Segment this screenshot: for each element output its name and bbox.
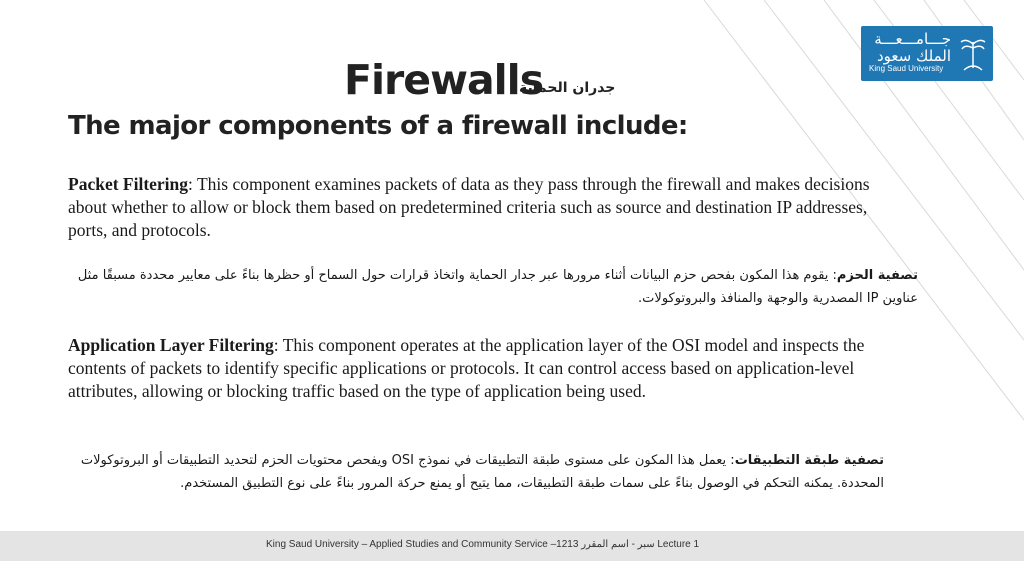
slide-title: Firewalls <box>344 56 544 104</box>
packet-filtering-term: Packet Filtering <box>68 174 189 194</box>
university-logo <box>861 26 993 81</box>
application-filtering-arabic-paragraph <box>54 449 884 495</box>
application-filtering-arabic-text: : يعمل هذا المكون على مستوى طبقة التطبيقات في نموذج OSI ويفحص محتويات الحزم لتحديد التطبيقات أو البروتوكولات المحددة. يمكنه التحكم في الوصول بناءً على سمات طبقة التطبيقات، مما يتيح أو يمنع حركة المرور بناءً على نوع التطبيق المستخدم. <box>80 453 884 491</box>
palm-emblem-icon <box>958 32 988 74</box>
logo-arabic-text: جـــامـــعـــة الملك سعود <box>874 30 951 65</box>
logo-english-text: King Saud University <box>869 64 944 73</box>
slide-subtitle: The major components of a firewall include: <box>68 111 688 141</box>
packet-filtering-text: : This component examines packets of data as they pass through the firewall and makes decisions about whether to allow or block them based on predetermined criteria such as source and destination IP addresses, ports, and protocols. <box>68 174 870 240</box>
application-filtering-arabic-term: تصفية طبقة التطبيقات <box>734 453 884 468</box>
slide-footer <box>0 531 1024 561</box>
application-filtering-text: : This component operates at the application layer of the OSI model and inspects the contents of packets to identify specific applications or protocols. It can control access based on application-level attributes, allowing or blocking traffic based on the type of application being used. <box>68 335 865 401</box>
packet-filtering-arabic-term: تصفية الحزم <box>836 268 918 283</box>
slide-title-arabic: جدران الحماية <box>519 80 616 96</box>
footer-text: King Saud University – Applied Studies and Community Service –1213 سبر - اسم المقرر Lecture 1 <box>266 539 700 550</box>
application-filtering-paragraph <box>68 334 918 403</box>
packet-filtering-arabic-text: : يقوم هذا المكون بفحص حزم البيانات أثناء مرورها عبر جدار الحماية واتخاذ قرارات حول السماح أو حظرها بناءً على معايير محددة مسبقًا مثل عناوين IP المصدرية والوجهة والمنافذ والبروتوكولات. <box>77 268 918 306</box>
application-filtering-term: Application Layer Filtering <box>68 335 274 355</box>
packet-filtering-arabic-paragraph <box>58 264 918 310</box>
packet-filtering-paragraph <box>68 173 898 242</box>
